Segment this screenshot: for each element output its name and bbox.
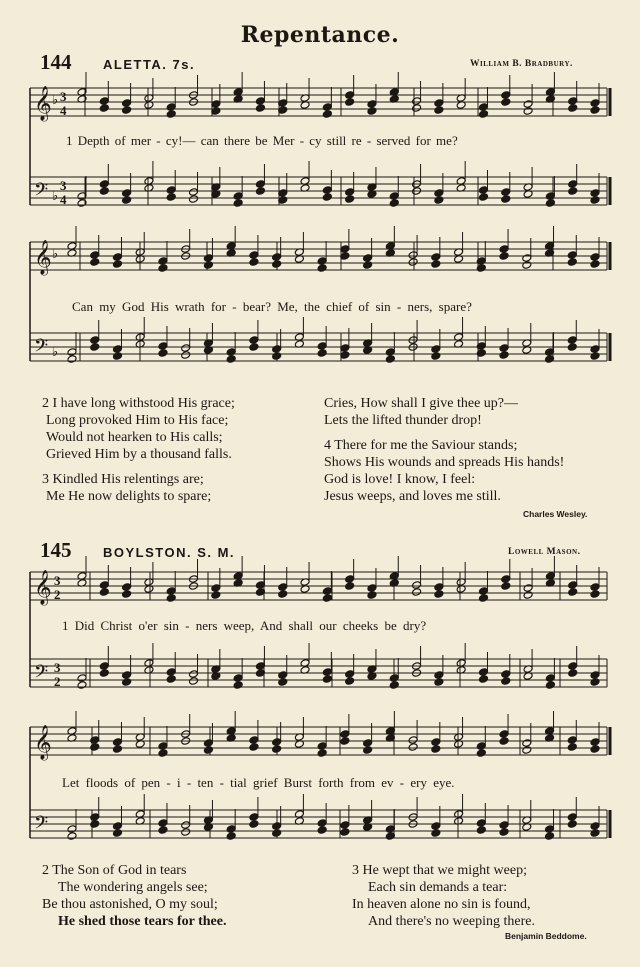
note-head — [545, 832, 555, 841]
verse-line: The wondering angels see; — [58, 880, 208, 895]
note-head — [345, 670, 355, 679]
note-head — [99, 97, 109, 106]
note-head — [122, 671, 132, 680]
note-head — [166, 594, 176, 603]
verse-line: 3 He wept that we might weep; — [352, 863, 527, 878]
note-head — [345, 188, 355, 197]
verse-line: Long provoked Him to His face; — [46, 413, 229, 428]
note-head — [166, 103, 176, 112]
flat-sign: ♭ — [52, 93, 59, 108]
note-head — [590, 352, 600, 361]
note-head — [67, 348, 77, 357]
note-head — [166, 193, 176, 202]
flat-sign: ♭ — [52, 345, 59, 360]
note-head — [345, 575, 355, 584]
note-head — [367, 591, 377, 600]
note-head — [499, 730, 509, 739]
verse-line: 2 I have long withstood His grace; — [42, 396, 235, 411]
note-head — [249, 343, 259, 352]
note-head — [434, 189, 444, 198]
hymn-number: 145 — [40, 538, 72, 562]
page-title: Repentance. — [240, 22, 400, 48]
lyrics-line: Can my God His wrath for - bear? Me, the chief of sin - ners, spare? — [72, 299, 472, 314]
note-head — [590, 196, 600, 205]
note-head — [226, 825, 236, 834]
note-head — [113, 352, 123, 361]
note-head — [434, 196, 444, 205]
note-head — [272, 745, 282, 754]
lyrics-line: 1 Depth of mer - cy!— can there be Mer - cy still re - served for me? — [66, 133, 458, 148]
time-signature: 4 — [60, 192, 67, 207]
note-head — [412, 581, 422, 590]
note-head — [501, 582, 511, 591]
note-head — [412, 588, 422, 597]
note-head — [340, 821, 350, 830]
note-head — [90, 736, 100, 745]
note-head — [499, 828, 509, 837]
time-signature: 3 — [60, 178, 67, 193]
note-head — [590, 189, 600, 198]
note-head — [122, 189, 132, 198]
note-head — [567, 813, 577, 822]
note-head — [567, 251, 577, 260]
note-head — [408, 258, 418, 267]
note-head — [501, 677, 511, 686]
note-head — [322, 186, 332, 195]
note-head — [255, 104, 265, 113]
note-head — [567, 258, 577, 267]
note-head — [385, 355, 395, 364]
note-head — [363, 254, 373, 263]
note-head — [568, 588, 578, 597]
note-head — [501, 575, 511, 584]
note-head — [113, 253, 123, 262]
note-head — [545, 681, 555, 690]
note-head — [389, 674, 399, 683]
note-head — [590, 260, 600, 269]
tune-name: BOYLSTON. S. M. — [103, 545, 236, 560]
note-head — [479, 587, 489, 596]
note-head — [367, 584, 377, 593]
note-head — [158, 819, 168, 828]
note-head — [181, 828, 191, 837]
note-head — [203, 254, 213, 263]
note-head — [545, 199, 555, 208]
note-head — [226, 355, 236, 364]
note-head — [99, 669, 109, 678]
note-head — [158, 349, 168, 358]
note-head — [113, 822, 123, 831]
note-head — [567, 820, 577, 829]
note-head — [568, 180, 578, 189]
verse-line: Grieved Him by a thousand falls. — [46, 447, 232, 462]
note-head — [340, 737, 350, 746]
note-head — [189, 188, 199, 197]
note-head — [203, 739, 213, 748]
time-signature: 2 — [54, 587, 61, 602]
note-head — [278, 671, 288, 680]
note-head — [523, 584, 533, 593]
note-head — [189, 677, 199, 686]
note-head — [499, 245, 509, 254]
note-head — [567, 343, 577, 352]
note-head — [545, 825, 555, 834]
note-head — [431, 822, 441, 831]
verse-line: Shows His wounds and spreads His hands! — [324, 455, 565, 470]
note-head — [590, 99, 600, 108]
note-head — [122, 590, 132, 599]
note-head — [340, 730, 350, 739]
note-head — [568, 669, 578, 678]
treble-clef: 𝄞 — [34, 240, 52, 275]
hymn-number: 144 — [40, 50, 72, 74]
composer: William B. Bradbury. — [470, 59, 573, 69]
verse-line: Cries, How shall I give thee up?— — [324, 396, 519, 411]
note-head — [255, 97, 265, 106]
note-head — [67, 355, 77, 364]
note-head — [113, 345, 123, 354]
note-head — [317, 742, 327, 751]
note-head — [431, 738, 441, 747]
verse-line: God is love! I know, I feel: — [324, 472, 476, 487]
note-head — [590, 738, 600, 747]
treble-clef: 𝄞 — [34, 86, 52, 121]
note-head — [389, 192, 399, 201]
note-head — [501, 91, 511, 100]
note-head — [322, 594, 332, 603]
note-head — [345, 98, 355, 107]
note-head — [522, 739, 532, 748]
time-signature: 3 — [60, 89, 67, 104]
note-head — [249, 258, 259, 267]
note-head — [322, 587, 332, 596]
note-head — [255, 180, 265, 189]
note-head — [367, 100, 377, 109]
note-head — [77, 674, 87, 683]
note-head — [434, 671, 444, 680]
note-head — [322, 110, 332, 119]
note-head — [568, 662, 578, 671]
note-head — [249, 736, 259, 745]
note-head — [189, 670, 199, 679]
note-head — [322, 193, 332, 202]
note-head — [431, 829, 441, 838]
note-head — [590, 745, 600, 754]
time-signature: 2 — [54, 674, 61, 689]
note-head — [166, 587, 176, 596]
note-head — [345, 582, 355, 591]
note-head — [255, 187, 265, 196]
note-head — [90, 258, 100, 267]
note-head — [434, 99, 444, 108]
note-head — [317, 264, 327, 273]
note-head — [479, 594, 489, 603]
note-head — [113, 745, 123, 754]
note-head — [499, 351, 509, 360]
author: Benjamin Beddome. — [505, 931, 587, 941]
note-head — [317, 257, 327, 266]
flat-sign: ♭ — [52, 247, 59, 262]
note-head — [166, 110, 176, 119]
verse-line: Jesus weeps, and loves me still. — [324, 489, 501, 504]
note-head — [590, 671, 600, 680]
verse-line: In heaven alone no sin is found, — [352, 897, 531, 912]
note-head — [226, 832, 236, 841]
note-head — [431, 745, 441, 754]
verse-line: Would not hearken to His calls; — [46, 430, 223, 445]
verse-line: Each sin demands a tear: — [368, 880, 508, 895]
note-head — [363, 261, 373, 270]
note-head — [499, 737, 509, 746]
note-head — [523, 591, 533, 600]
bass-clef: 𝄢 — [34, 813, 49, 838]
note-head — [90, 336, 100, 345]
bass-clef: 𝄢 — [34, 180, 49, 205]
note-head — [158, 749, 168, 758]
note-head — [590, 678, 600, 687]
note-head — [389, 681, 399, 690]
note-head — [166, 675, 176, 684]
note-head — [158, 264, 168, 273]
note-head — [590, 590, 600, 599]
note-head — [317, 826, 327, 835]
verse-block-left — [42, 862, 227, 930]
verse-line: 4 There for me the Saviour stands; — [324, 438, 518, 453]
note-head — [476, 742, 486, 751]
note-head — [434, 678, 444, 687]
note-head — [431, 253, 441, 262]
verse-line: Lets the lifted thunder drop! — [324, 413, 482, 428]
note-head — [233, 674, 243, 683]
treble-clef: 𝄞 — [34, 725, 52, 760]
treble-clef: 𝄞 — [34, 570, 52, 605]
note-head — [363, 739, 373, 748]
note-head — [99, 187, 109, 196]
flat-sign: ♭ — [52, 189, 59, 204]
note-head — [272, 253, 282, 262]
note-head — [90, 743, 100, 752]
note-head — [545, 355, 555, 364]
verse-line: He shed those tears for thee. — [58, 914, 227, 929]
note-head — [431, 260, 441, 269]
note-head — [568, 581, 578, 590]
note-head — [278, 678, 288, 687]
bass-clef: 𝄢 — [34, 336, 49, 361]
time-signature: 3 — [54, 660, 61, 675]
note-head — [412, 104, 422, 113]
note-head — [590, 106, 600, 115]
note-head — [568, 187, 578, 196]
note-head — [434, 106, 444, 115]
note-head — [408, 736, 418, 745]
note-head — [590, 829, 600, 838]
note-head — [412, 97, 422, 106]
note-head — [522, 261, 532, 270]
lyrics-line: 1 Did Christ o'er sin - ners weep, And shall our cheeks be dry? — [62, 618, 427, 633]
note-head — [317, 349, 327, 358]
tune-name: ALETTA. 7s. — [103, 57, 196, 72]
verse-line: 3 Kindled His relentings are; — [42, 472, 204, 487]
note-head — [434, 590, 444, 599]
note-head — [479, 110, 489, 119]
note-head — [166, 668, 176, 677]
note-head — [211, 591, 221, 600]
note-head — [272, 822, 282, 831]
note-head — [99, 581, 109, 590]
note-head — [122, 583, 132, 592]
note-head — [479, 668, 489, 677]
composer: Lowell Mason. — [508, 547, 581, 557]
note-head — [203, 746, 213, 755]
note-head — [99, 662, 109, 671]
note-head — [363, 746, 373, 755]
note-head — [272, 829, 282, 838]
note-head — [272, 738, 282, 747]
note-head — [367, 107, 377, 116]
note-head — [226, 348, 236, 357]
note-head — [181, 351, 191, 360]
time-signature: 3 — [54, 573, 61, 588]
note-head — [317, 819, 327, 828]
note-head — [249, 743, 259, 752]
note-head — [590, 253, 600, 262]
note-head — [389, 199, 399, 208]
note-head — [434, 583, 444, 592]
note-head — [522, 254, 532, 263]
note-head — [67, 825, 77, 834]
note-head — [99, 180, 109, 189]
note-head — [77, 681, 87, 690]
note-head — [501, 195, 511, 204]
note-head — [249, 251, 259, 260]
note-head — [479, 186, 489, 195]
note-head — [499, 821, 509, 830]
note-head — [523, 107, 533, 116]
note-head — [278, 583, 288, 592]
note-head — [522, 746, 532, 755]
note-head — [345, 677, 355, 686]
note-head — [479, 193, 489, 202]
note-head — [545, 674, 555, 683]
lyrics-line: Let floods of pen - i - ten - tial grief Burst forth from ev - ery eye. — [62, 775, 455, 790]
note-head — [233, 199, 243, 208]
note-head — [501, 98, 511, 107]
note-head — [322, 668, 332, 677]
note-head — [249, 336, 259, 345]
note-head — [476, 749, 486, 758]
note-head — [501, 670, 511, 679]
note-head — [113, 738, 123, 747]
note-head — [113, 260, 123, 269]
note-head — [122, 99, 132, 108]
time-signature: 4 — [60, 103, 67, 118]
note-head — [272, 352, 282, 361]
note-head — [90, 343, 100, 352]
note-head — [122, 196, 132, 205]
note-head — [233, 681, 243, 690]
note-head — [211, 584, 221, 593]
verse-block-left — [42, 395, 235, 505]
note-head — [385, 832, 395, 841]
note-head — [385, 348, 395, 357]
note-head — [501, 188, 511, 197]
note-head — [590, 822, 600, 831]
note-head — [203, 261, 213, 270]
note-head — [408, 251, 418, 260]
note-head — [158, 826, 168, 835]
note-head — [249, 820, 259, 829]
verse-block-right — [352, 862, 535, 930]
note-head — [523, 100, 533, 109]
note-head — [476, 819, 486, 828]
note-head — [568, 97, 578, 106]
note-head — [99, 588, 109, 597]
verse-line: And there's no weeping there. — [368, 914, 535, 929]
note-head — [479, 103, 489, 112]
note-head — [122, 678, 132, 687]
note-head — [322, 675, 332, 684]
note-head — [158, 257, 168, 266]
note-head — [479, 675, 489, 684]
verse-line: Me He now delights to spare; — [46, 489, 212, 504]
note-head — [345, 195, 355, 204]
note-head — [233, 192, 243, 201]
note-head — [272, 345, 282, 354]
note-head — [278, 590, 288, 599]
note-head — [408, 743, 418, 752]
note-head — [340, 828, 350, 837]
note-head — [272, 260, 282, 269]
note-head — [567, 743, 577, 752]
verse-line: 2 The Son of God in tears — [42, 863, 187, 878]
note-head — [476, 826, 486, 835]
note-head — [345, 91, 355, 100]
note-head — [568, 104, 578, 113]
note-head — [158, 742, 168, 751]
note-head — [90, 820, 100, 829]
note-head — [113, 829, 123, 838]
note-head — [158, 342, 168, 351]
note-head — [90, 251, 100, 260]
note-head — [567, 736, 577, 745]
note-head — [322, 103, 332, 112]
note-head — [189, 195, 199, 204]
note-head — [122, 106, 132, 115]
note-head — [90, 813, 100, 822]
verse-block-right — [324, 395, 564, 505]
note-head — [590, 345, 600, 354]
author: Charles Wesley. — [523, 509, 588, 519]
note-head — [99, 104, 109, 113]
note-head — [431, 345, 441, 354]
note-head — [545, 192, 555, 201]
verse-line: Be thou astonished, O my soul; — [42, 897, 218, 912]
note-head — [67, 832, 77, 841]
note-head — [317, 749, 327, 758]
note-head — [166, 186, 176, 195]
bass-clef: 𝄢 — [34, 662, 49, 687]
note-head — [431, 352, 441, 361]
note-head — [249, 813, 259, 822]
note-head — [499, 252, 509, 261]
note-head — [567, 336, 577, 345]
note-head — [499, 344, 509, 353]
note-head — [181, 344, 191, 353]
note-head — [317, 342, 327, 351]
note-head — [590, 583, 600, 592]
note-head — [181, 821, 191, 830]
